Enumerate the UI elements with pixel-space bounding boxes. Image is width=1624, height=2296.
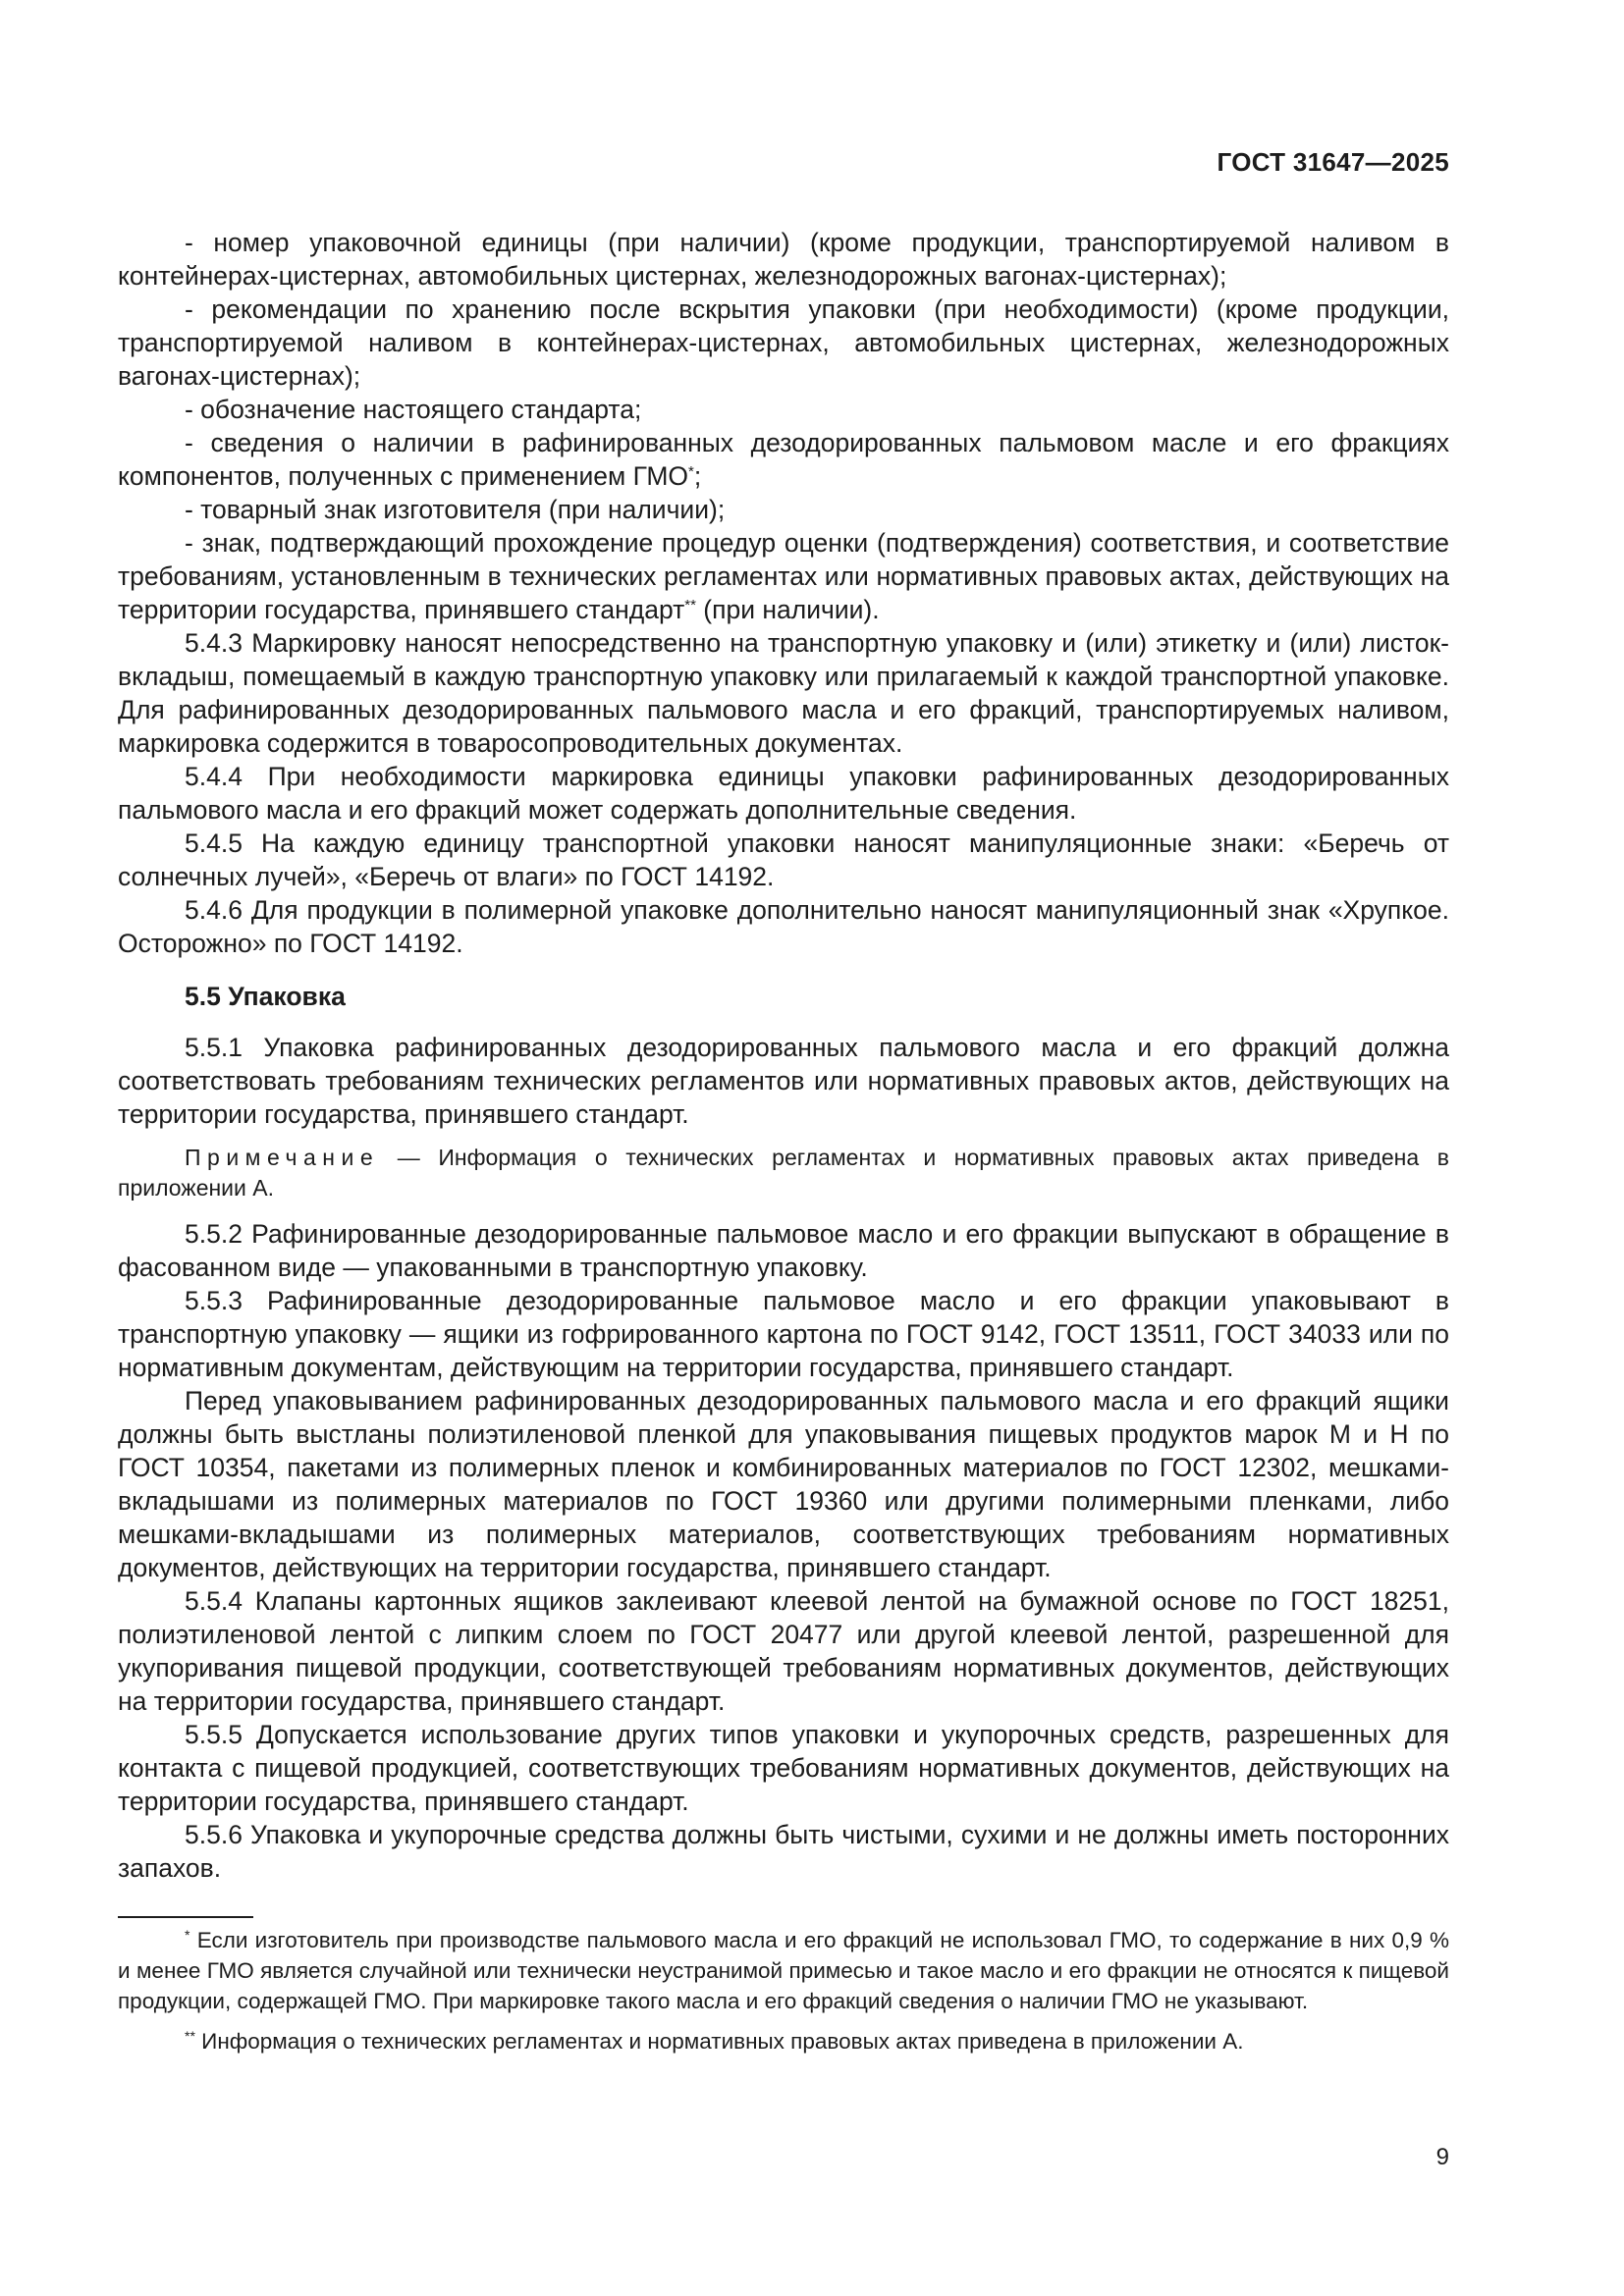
list-item-conformity-tail: (при наличии). xyxy=(695,595,880,624)
clause-5-5-6: 5.5.6 Упаковка и укупорочные средства должны быть чистыми, сухими и не должны иметь посторонних запахов. xyxy=(118,1820,1449,1883)
note-label: Примечание xyxy=(185,1145,380,1170)
footnote-ref-2: ** xyxy=(684,597,696,614)
standard-designation: ГОСТ 31647—2025 xyxy=(1217,147,1449,177)
list-item-gmo-text: - сведения о наличии в рафинированных дезодорированных пальмовом масле и его фракциях компонентов, полученных с применением ГМО xyxy=(118,428,1449,491)
list-item-conformity-text: - знак, подтверждающий прохождение процедур оценки (подтверждения) соответствия, и соответствие требованиям, установленным в технических регламентах или нормативных правовых актах, действующих на территории государства, принявшего стандарт xyxy=(118,528,1449,624)
list-item-gmo-info xyxy=(118,426,1449,493)
body-text xyxy=(118,226,1449,1885)
footnote-1-text: Если изготовитель при производстве пальмового масла и его фракций не использовал ГМО, то содержание в них 0,9 % и менее ГМО является случайной или технически неустранимой примесью и такое масло и его фракции не относятся к пищевой продукции, содержащей ГМО. При маркировке такого масла и его фракций сведения о наличии ГМО не указывают. xyxy=(118,1928,1449,2013)
page-number: 9 xyxy=(1435,2144,1449,2170)
clause-5-4-5: 5.4.5 На каждую единицу транспортной упаковки наносят манипуляционные знаки: «Беречь от солнечных лучей», «Беречь от влаги» по ГОСТ 14192. xyxy=(118,828,1449,891)
note xyxy=(118,1143,1449,1203)
clause-5-5-3: 5.5.3 Рафинированные дезодорированные пальмовое масло и его фракции упаковывают в транспортную упаковку — ящики из гофрированного картона по ГОСТ 9142, ГОСТ 13511, ГОСТ 34033 или по нормативным документам, действующим на территории государства, принявшего стандарт. xyxy=(118,1286,1449,1382)
clause-5-5-4: 5.5.4 Клапаны картонных ящиков заклеивают клеевой лентой на бумажной основе по ГОСТ 18251, полиэтиленовой лентой с липким слоем по ГОСТ 20477 или другой клеевой лентой, разрешенной для укупоривания пищевой продукции, соответствующей требованиям нормативных документов, действующих на территории государства, принявшего стандарт. xyxy=(118,1586,1449,1716)
footnote-separator xyxy=(118,1916,253,1918)
clause-5-4-3: 5.4.3 Маркировку наносят непосредственно на транспортную упаковку и (или) этикетку и (или) листок-вкладыш, помещаемый в каждую транспортную упаковку или прилагаемый к каждой транспортной упаковке. Для рафинированных дезодорированных пальмового масла и его фракций, транспортируемых наливом, маркировка содержится в товаросопроводительных документах. xyxy=(118,628,1449,758)
footnotes xyxy=(118,1925,1449,2056)
footnote-1-mark: * xyxy=(185,1927,190,1943)
list-item-conformity-mark xyxy=(118,526,1449,626)
footnote-2 xyxy=(118,2026,1449,2056)
section-heading-5-5: 5.5 Упаковка xyxy=(185,982,346,1011)
clause-5-5-5: 5.5.5 Допускается использование других типов упаковки и укупорочных средств, разрешенных для контакта с пищевой продукцией, соответствующих требованиям нормативных документов, действующих на территории государства, принявшего стандарт. xyxy=(118,1720,1449,1816)
footnote-ref-1: * xyxy=(688,463,694,480)
clause-5-5-2: 5.5.2 Рафинированные дезодорированные пальмовое масло и его фракции выпускают в обращение в фасованном виде — упакованными в транспортную упаковку. xyxy=(118,1219,1449,1282)
clause-5-4-4: 5.4.4 При необходимости маркировка единицы упаковки рафинированных дезодорированных пальмового масла и его фракций может содержать дополнительные сведения. xyxy=(118,762,1449,825)
footnote-1 xyxy=(118,1925,1449,2016)
list-item-storage-recommendations: - рекомендации по хранению после вскрытия упаковки (при необходимости) (кроме продукции, транспортируемой наливом в контейнерах-цистернах, автомобильных цистернах, железнодорожных вагонах-цистернах); xyxy=(118,294,1449,391)
clause-5-5-3-continuation: Перед упаковыванием рафинированных дезодорированных пальмового масла и его фракций ящики должны быть выстланы полиэтиленовой пленкой для упаковывания пищевых продуктов марок М и Н по ГОСТ 10354, пакетами из полимерных пленок и комбинированных материалов по ГОСТ 12302, мешками-вкладышами из полимерных материалов по ГОСТ 19360 или другими полимерными пленками, либо мешками-вкладышами из полимерных материалов, соответствующих требованиям нормативных документов, действующих на территории государства, принявшего стандарт. xyxy=(118,1386,1449,1582)
clause-5-4-6: 5.4.6 Для продукции в полимерной упаковке дополнительно наносят манипуляционный знак «Хрупкое. Осторожно» по ГОСТ 14192. xyxy=(118,895,1449,958)
list-item-trademark: - товарный знак изготовителя (при наличии); xyxy=(185,495,726,524)
list-item-standard-designation: - обозначение настоящего стандарта; xyxy=(185,395,642,424)
footnote-2-text: Информация о технических регламентах и нормативных правовых актах приведена в приложении А. xyxy=(194,2029,1244,2054)
list-item-gmo-tail: ; xyxy=(693,461,702,491)
clause-5-5-1: 5.5.1 Упаковка рафинированных дезодорированных пальмового масла и его фракций должна соответствовать требованиям технических регламентов или нормативных правовых актов, действующих на территории государства, принявшего стандарт. xyxy=(118,1033,1449,1129)
note-text: — Информация о технических регламентах и нормативных правовых актах приведена в приложении А. xyxy=(118,1145,1449,1201)
list-item-package-unit-number: - номер упаковочной единицы (при наличии) (кроме продукции, транспортируемой наливом в контейнерах-цистернах, автомобильных цистернах, железнодорожных вагонах-цистернах); xyxy=(118,228,1449,291)
footnote-2-mark: ** xyxy=(185,2028,195,2044)
